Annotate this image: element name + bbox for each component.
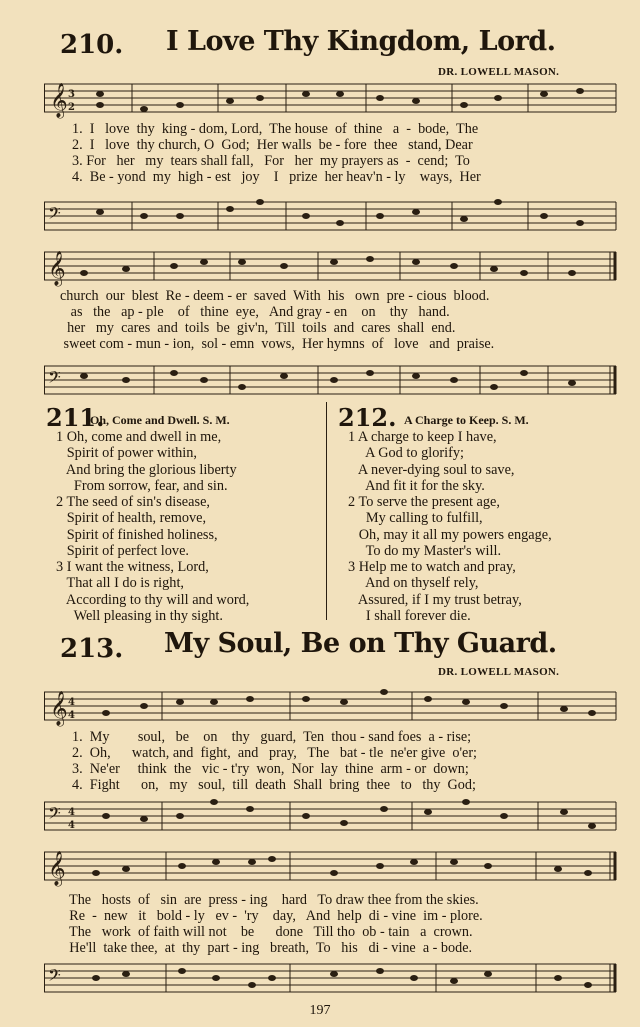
svg-text:𝄢: 𝄢 [48, 203, 61, 227]
hymn-210-verse-line-2b: as the ap - ple of thine eye, And gray - en on thy hand. [60, 304, 450, 320]
hymn-210-verse-line-3a: 3. For her my tears shall fall, For her my prayers as - cend; To [72, 153, 470, 169]
hymn-210-verse-line-2a: 2. I love thy church, O God; Her walls be - fore thee stand, Dear [72, 137, 473, 153]
hymn-210-verse-line-4b: sweet com - mun - ion, sol - emn vows, Her hymns of love and praise. [60, 336, 495, 352]
hymn-210-staff-2-bass [44, 362, 624, 402]
hymn-212-stanza-1: 1 A charge to keep I have, A God to glorify; A never-dying soul to save, And fit it for the sky. [348, 429, 515, 495]
hymn-210-composer: DR. LOWELL MASON. [438, 66, 560, 78]
svg-text:3: 3 [68, 89, 75, 100]
hymn-213-verse-line-1b: The hosts of sin are press - ing hard To draw thee from the skies. [48, 892, 479, 908]
svg-text:𝄞: 𝄞 [48, 851, 66, 886]
hymn-213-verse-line-3a: 3. Ne'er think the vic - t'ry won, Nor lay thine arm - or down; [72, 761, 469, 777]
hymn-213-verse-line-4b: He'll take thee, at thy part - ing breath, To his di - vine a - bode. [48, 940, 473, 956]
hymn-213-staff-2-bass [44, 960, 624, 1002]
svg-text:𝄢: 𝄢 [48, 367, 61, 391]
hymn-211-stanza-1: 1 Oh, come and dwell in me, Spirit of power within, And bring the glorious liberty From sorrow, fear, and sin. [56, 429, 237, 495]
svg-text:4: 4 [68, 807, 75, 818]
svg-text:𝄞: 𝄞 [50, 83, 68, 118]
hymn-212-stanza-2: 2 To serve the present age, My calling to fulfill, Oh, may it all my powers engage, To do my Master's will. [348, 494, 552, 560]
svg-text:4: 4 [68, 820, 75, 831]
hymn-212-number: 212. [338, 403, 397, 432]
hymn-213-composer: DR. LOWELL MASON. [438, 666, 560, 678]
hymn-213-staff-2-treble [44, 848, 624, 890]
hymn-210-verse-line-1a: 1. I love thy king - dom, Lord, The house of thine a - bode, The [72, 121, 479, 137]
hymn-213-verse-line-4a: 4. Fight on, my soul, till death Shall bring thee to thy God; [72, 777, 476, 793]
hymn-210-staff-2-treble [44, 248, 624, 288]
hymn-210-verse-line-4a: 4. Be - yond my high - est joy I prize her heav'n - ly ways, Her [72, 169, 481, 185]
hymn-211-stanza-2: 2 The seed of sin's disease, Spirit of health, remove, Spirit of finished holiness, Spirit of perfect love. [56, 494, 218, 560]
hymn-213-number: 213. [60, 634, 124, 664]
hymn-213-staff-1-bass [44, 798, 624, 840]
hymn-212-stanza-3: 3 Help me to watch and pray, And on thyself rely, Assured, if I my trust betray, I shall forever die. [348, 559, 522, 625]
hymn-210-number: 210. [60, 30, 124, 60]
svg-text:𝄢: 𝄢 [48, 803, 61, 827]
hymn-212-title: A Charge to Keep. S. M. [404, 413, 529, 427]
hymn-210-staff-1-treble [44, 80, 624, 120]
hymn-213-verse-line-1a: 1. My soul, be on thy guard, Ten thou - sand foes a - rise; [72, 729, 472, 745]
svg-text:2: 2 [68, 102, 75, 113]
hymn-213-verse-line-3b: The work of faith will not be done Till tho ob - tain a crown. [48, 924, 473, 940]
hymn-213-staff-1-treble [44, 688, 624, 730]
hymn-213-title: My Soul, Be on Thy Guard. [164, 628, 557, 659]
hymn-210-verse-line-3b: her my cares and toils be giv'n, Till toils and cares shall end. [60, 320, 456, 336]
hymn-211-stanza-3: 3 I want the witness, Lord, That all I do is right, According to thy will and word, Well pleasing in thy sight. [56, 559, 250, 625]
svg-text:4: 4 [68, 710, 75, 721]
svg-text:4: 4 [68, 697, 75, 708]
hymn-210-title: I Love Thy Kingdom, Lord. [166, 26, 556, 57]
hymn-211-number: 211. [46, 403, 105, 432]
hymn-213-verse-line-2a: 2. Oh, watch, and fight, and pray, The bat - tle ne'er give o'er; [72, 745, 478, 761]
svg-text:𝄞: 𝄞 [48, 251, 66, 286]
svg-text:𝄞: 𝄞 [50, 691, 68, 726]
page-number: 197 [309, 1003, 331, 1018]
hymn-210-verse-line-1b: church our blest Re - deem - er saved With his own pre - cious blood. [60, 288, 490, 304]
svg-text:𝄢: 𝄢 [48, 965, 61, 989]
hymn-213-verse-line-2b: Re - new it bold - ly ev - 'ry day, And help di - vine im - plore. [48, 908, 483, 924]
column-divider [326, 402, 327, 620]
hymn-210-staff-1-bass [44, 198, 624, 238]
hymn-211-title: Oh, Come and Dwell. S. M. [90, 413, 230, 427]
